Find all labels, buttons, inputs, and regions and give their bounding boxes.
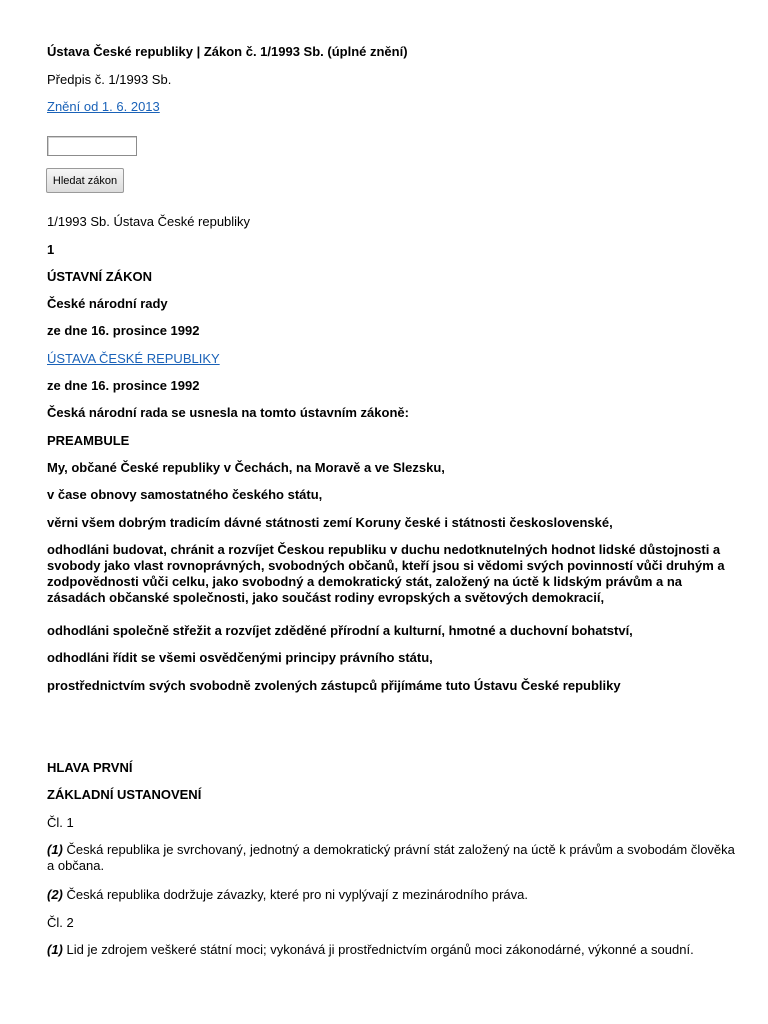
chapter-heading: HLAVA PRVNÍ [47,760,133,775]
law-issuer: České národní rady [47,296,168,311]
paragraph-number: (1) [47,942,63,957]
predpis-label: Předpis č. 1/1993 Sb. [47,72,172,87]
article-1-heading: Čl. 1 [47,815,74,830]
search-input[interactable] [47,136,137,156]
search-law-button[interactable]: Hledat zákon [46,168,124,193]
paragraph-number: (1) [47,842,63,857]
preamble-paragraph: odhodláni řídit se všemi osvědčenými principy právního státu, [47,650,433,665]
preamble-paragraph: My, občané České republiky v Čechách, na Moravě a ve Slezsku, [47,460,445,475]
preamble-paragraph: prostřednictvím svých svobodně zvolených zástupců přijímáme tuto Ústavu České republiky [47,678,621,693]
article-1-paragraph-1 [47,842,737,874]
preamble-paragraph: odhodláni společně střežit a rozvíjet zděděné přírodní a kulturní, hmotné a duchovní bohatství, [47,623,633,638]
law-number: 1 [47,242,55,257]
law-type: ÚSTAVNÍ ZÁKON [47,269,152,284]
law-reference: 1/1993 Sb. Ústava České republiky [47,214,251,229]
paragraph-text: Česká republika je svrchovaný, jednotný a demokratický právní stát založený na úctě k právům a svobodám člověka a občana. [47,842,735,873]
article-2-heading: Čl. 2 [47,915,74,930]
preamble-heading: PREAMBULE [47,433,130,448]
law-name-link[interactable]: ÚSTAVA ČESKÉ REPUBLIKY [47,351,220,366]
article-1-paragraph-2 [47,887,528,903]
resolution-text: Česká národní rada se usnesla na tomto ústavním zákoně: [47,405,409,420]
page-title: Ústava České republiky | Zákon č. 1/1993 Sb. (úplné znění) [47,44,408,59]
paragraph-text: Lid je zdrojem veškeré státní moci; vykonává ji prostřednictvím orgánů moci zákonodárné, výkonné a soudní. [62,942,694,957]
article-2-paragraph-1 [47,942,694,958]
law-date: ze dne 16. prosince 1992 [47,323,200,338]
paragraph-text: Česká republika dodržuje závazky, které pro ni vyplývají z mezinárodního práva. [62,887,528,902]
law-date-2: ze dne 16. prosince 1992 [47,378,200,393]
chapter-name: ZÁKLADNÍ USTANOVENÍ [47,787,202,802]
preamble-paragraph: věrni všem dobrým tradicím dávné státnosti zemí Koruny české i státnosti československé, [47,515,613,530]
paragraph-number: (2) [47,887,63,902]
preamble-paragraph: v čase obnovy samostatného českého státu, [47,487,323,502]
preamble-paragraph: odhodláni budovat, chránit a rozvíjet Českou republiku v duchu nedotknutelných hodnot lidské důstojnosti a svobody jako vlast rovnoprávných, svobodných občanů, kteří jsou si vědomi svých povinností vůči druhým a zodpovědnosti vůči celku, jako svobodný a demokratický stát, založený na úctě k lidským právům a na zásadách občanské společnosti, jako součást rodiny evropských a světových demokracií, [47,542,725,605]
zneni-link[interactable]: Znění od 1. 6. 2013 [47,99,160,114]
